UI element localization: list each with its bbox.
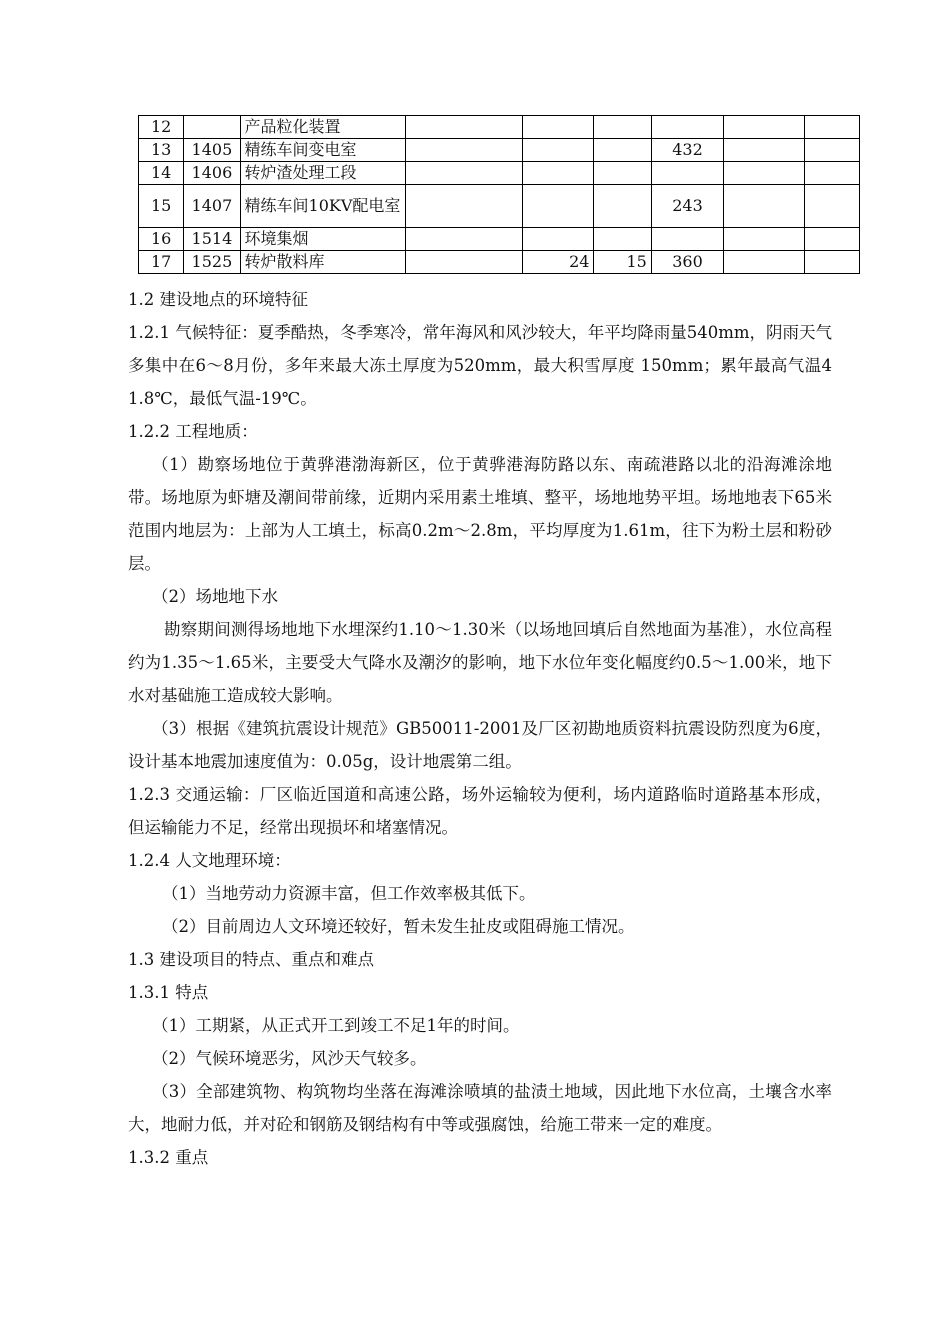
table-body xyxy=(139,116,860,274)
table-cell xyxy=(406,228,523,251)
table-cell: 1407 xyxy=(184,185,240,228)
table-cell xyxy=(724,228,804,251)
table-cell xyxy=(804,251,859,274)
table-cell: 精练车间10KV配电室 xyxy=(240,185,406,228)
table-cell xyxy=(184,116,240,139)
table-cell: 14 xyxy=(139,162,184,185)
table-cell: 17 xyxy=(139,251,184,274)
table-cell xyxy=(523,162,594,185)
table-cell xyxy=(651,116,723,139)
table-cell xyxy=(406,116,523,139)
section-heading-1-3: 1.3 建设项目的特点、重点和难点 xyxy=(128,950,374,969)
table-cell xyxy=(523,228,594,251)
table-cell xyxy=(594,139,651,162)
geology-paragraph-3: 勘察期间测得场地地下水埋深约1.10～1.30米（以场地回填后自然地面为基准），水位高程约为1.35～1.65米，主要受大气降水及潮汐的影响，地下水位年变化幅度约0.5～1.00米，地下水对基础施工造成较大影响。 xyxy=(128,620,832,705)
table-cell xyxy=(804,162,859,185)
table-cell xyxy=(724,116,804,139)
table-cell xyxy=(724,139,804,162)
humanities-paragraph-1: （1）当地劳动力资源丰富，但工作效率极其低下。 xyxy=(162,884,536,903)
geology-paragraph-1: （1）勘察场地位于黄骅港渤海新区，位于黄骅港海防路以东、南疏港路以北的沿海滩涂地带。场地原为虾塘及潮间带前缘，近期内采用素土堆填、整平，场地地势平坦。场地地表下65米范围内地层为：上部为人工填土，标高0.2m～2.8m，平均厚度为1.61m，往下为粉土层和粉砂层。 xyxy=(128,455,832,573)
table-cell xyxy=(804,139,859,162)
table-cell: 产品粒化装置 xyxy=(240,116,406,139)
table-row xyxy=(139,185,860,228)
table-cell xyxy=(594,228,651,251)
table-cell xyxy=(651,228,723,251)
table-cell xyxy=(651,162,723,185)
section-heading-1-2-2: 1.2.2 工程地质： xyxy=(128,422,258,441)
feature-paragraph-3: （3）全部建筑物、构筑物均坐落在海滩涂喷填的盐渍土地域，因此地下水位高，土壤含水率大，地耐力低，并对砼和钢筋及钢结构有中等或强腐蚀，给施工带来一定的难度。 xyxy=(128,1082,832,1134)
table-cell xyxy=(406,185,523,228)
feature-paragraph-1: （1）工期紧，从正式开工到竣工不足1年的时间。 xyxy=(152,1016,520,1035)
table-cell: 16 xyxy=(139,228,184,251)
table-cell xyxy=(804,185,859,228)
table-cell xyxy=(406,139,523,162)
table-cell xyxy=(724,162,804,185)
table-cell: 1525 xyxy=(184,251,240,274)
table-cell xyxy=(594,185,651,228)
table-cell: 243 xyxy=(651,185,723,228)
table-row xyxy=(139,162,860,185)
document-body xyxy=(128,283,832,1174)
section-heading-1-3-2: 1.3.2 重点 xyxy=(128,1148,209,1167)
table-row xyxy=(139,139,860,162)
geology-paragraph-2: （2）场地地下水 xyxy=(152,587,278,606)
table-cell: 1514 xyxy=(184,228,240,251)
building-list-table xyxy=(138,115,860,274)
geology-paragraph-4: （3）根据《建筑抗震设计规范》GB50011-2001及厂区初勘地质资料抗震设防烈度为6度，设计基本地震加速度值为：0.05g，设计地震第二组。 xyxy=(128,719,832,771)
table-cell: 转炉渣处理工段 xyxy=(240,162,406,185)
table-cell: 1405 xyxy=(184,139,240,162)
climate-paragraph: 1.2.1 气候特征：夏季酷热，冬季寒冷，常年海风和风沙较大，年平均降雨量540mm，阴雨天气多集中在6～8月份，多年来最大冻土厚度为520mm，最大积雪厚度 150mm；累年最高气温41.8℃，最低气温-19℃。 xyxy=(128,323,833,408)
table-cell: 1406 xyxy=(184,162,240,185)
table-cell: 15 xyxy=(139,185,184,228)
table-cell: 12 xyxy=(139,116,184,139)
humanities-paragraph-2: （2）目前周边人文环境还较好，暂未发生扯皮或阻碍施工情况。 xyxy=(162,917,635,936)
table-cell xyxy=(724,185,804,228)
table-row xyxy=(139,251,860,274)
table-cell: 精练车间变电室 xyxy=(240,139,406,162)
table-cell: 24 xyxy=(523,251,594,274)
table-cell: 转炉散料库 xyxy=(240,251,406,274)
table-cell xyxy=(523,116,594,139)
table-cell xyxy=(406,251,523,274)
feature-paragraph-2: （2）气候环境恶劣，风沙天气较多。 xyxy=(152,1049,427,1068)
table-cell xyxy=(406,162,523,185)
table-cell xyxy=(804,116,859,139)
section-heading-1-3-1: 1.3.1 特点 xyxy=(128,983,209,1002)
section-heading-1-2: 1.2 建设地点的环境特征 xyxy=(128,290,308,309)
table-cell xyxy=(523,185,594,228)
table-cell xyxy=(594,116,651,139)
table-cell: 15 xyxy=(594,251,651,274)
table-cell xyxy=(804,228,859,251)
transport-paragraph: 1.2.3 交通运输：厂区临近国道和高速公路，场外运输较为便利，场内道路临时道路基本形成，但运输能力不足，经常出现损坏和堵塞情况。 xyxy=(128,785,832,837)
table-cell xyxy=(724,251,804,274)
table-cell: 360 xyxy=(651,251,723,274)
table-cell xyxy=(594,162,651,185)
table-cell: 432 xyxy=(651,139,723,162)
table-row xyxy=(139,116,860,139)
section-heading-1-2-4: 1.2.4 人文地理环境： xyxy=(128,851,291,870)
table-cell xyxy=(523,139,594,162)
table-cell: 13 xyxy=(139,139,184,162)
table-cell: 环境集烟 xyxy=(240,228,406,251)
table-row xyxy=(139,228,860,251)
